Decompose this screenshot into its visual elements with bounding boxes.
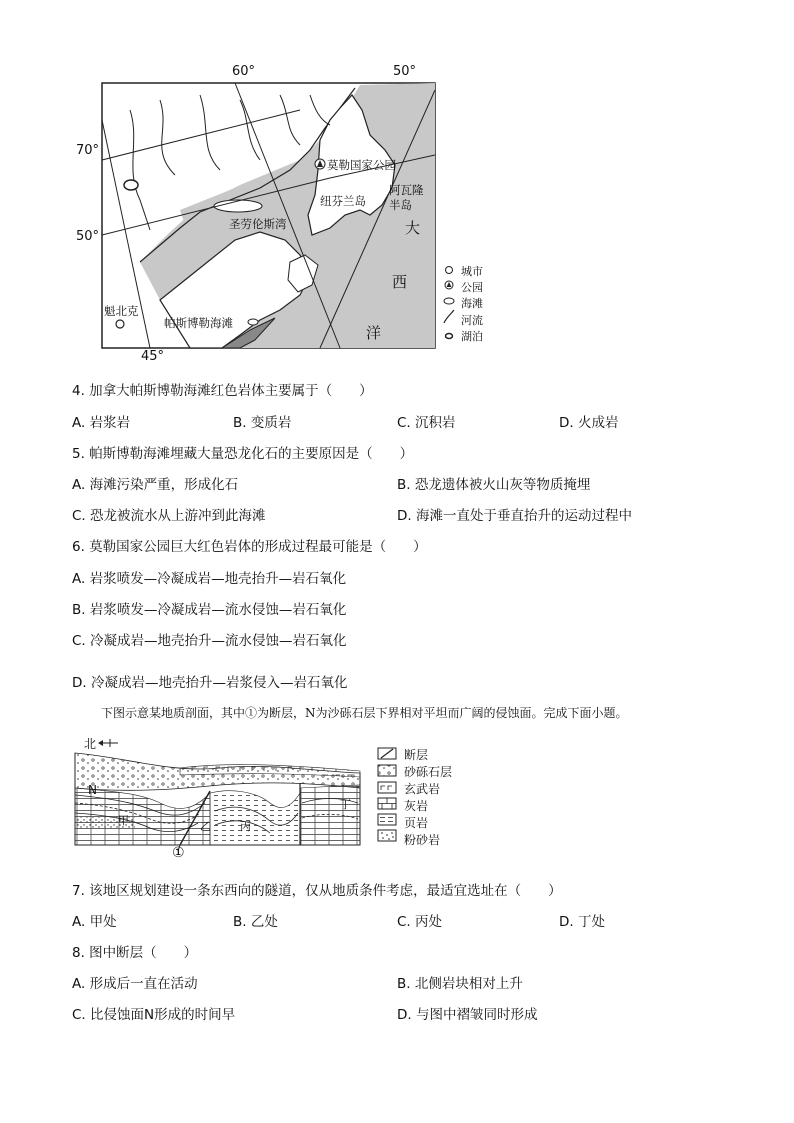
quebec-label: 魁北克 <box>104 304 139 318</box>
q7-option-d[interactable]: D. 丁处 <box>559 914 605 930</box>
q6-option-b[interactable]: B. 岩浆喷发—冷凝成岩—流水侵蚀—岩石氧化 <box>72 602 347 618</box>
lat-label-70: 70° <box>76 143 100 158</box>
q7-option-b[interactable]: B. 乙处 <box>233 914 278 930</box>
ocean-label-2: 西 <box>392 273 408 291</box>
intro-text: 下图示意某地质剖面，其中①为断层，N为沙砾石层下界相对平坦而广阔的侵蚀面。完成下面小题。 <box>101 706 628 720</box>
q8-option-c[interactable]: C. 比侵蚀面N形成的时间早 <box>72 1007 236 1023</box>
legend-fault: 断层 <box>404 748 429 762</box>
legend-city: 城市 <box>461 265 483 278</box>
q4-option-c[interactable]: C. 沉积岩 <box>397 415 456 431</box>
legend-river: 河流 <box>461 314 483 327</box>
legend-gravel: 砂砾石层 <box>404 765 453 779</box>
shale-icon <box>378 814 396 825</box>
q4-option-a[interactable]: A. 岩浆岩 <box>72 415 131 431</box>
q8-option-a[interactable]: A. 形成后一直在活动 <box>72 976 198 992</box>
legend-limestone: 灰岩 <box>404 799 429 813</box>
north-label: 北 <box>84 737 97 751</box>
fault-label: ① <box>172 845 185 861</box>
question-6-stem: 6. 莫勒国家公园巨大红色岩体的形成过程最可能是（ ） <box>72 539 427 555</box>
question-8-stem: 8. 图中断层（ ） <box>72 945 198 961</box>
ocean-label-1: 大 <box>405 219 421 237</box>
gravel-icon <box>378 765 396 776</box>
q5-option-d[interactable]: D. 海滩一直处于垂直抬升的运动过程中 <box>397 508 632 524</box>
ocean-label-3: 洋 <box>366 324 382 342</box>
beach-icon <box>444 298 454 304</box>
island-label: 阿瓦隆 半岛 <box>389 183 424 212</box>
legend-lake: 湖泊 <box>461 330 483 343</box>
legend-park: 公园 <box>461 281 483 294</box>
question-5-stem: 5. 帕斯博勒海滩埋藏大量恐龙化石的主要原因是（ ） <box>72 446 414 462</box>
lat-label-50: 50° <box>76 229 100 244</box>
yi-label: 乙 <box>200 820 211 833</box>
city-icon <box>446 267 453 274</box>
q7-option-a[interactable]: A. 甲处 <box>72 914 117 930</box>
lon-label-60: 60° <box>232 64 256 79</box>
q4-option-d[interactable]: D. 火成岩 <box>559 415 619 431</box>
question-7-stem: 7. 该地区规划建设一条东西向的隧道，仅从地质条件考虑，最适宜选址在（ ） <box>72 883 562 899</box>
newfoundland-label: 纽芬兰岛 <box>320 194 366 208</box>
geologic-section <box>70 733 370 858</box>
q6-option-d[interactable]: D. 冷凝成岩—地壳抬升—岩浆侵入—岩石氧化 <box>72 675 348 691</box>
q8-option-b[interactable]: B. 北侧岩块相对上升 <box>397 976 523 992</box>
bing-label: 丙 <box>240 820 251 833</box>
surface-n-label: N <box>88 783 97 797</box>
q7-option-c[interactable]: C. 丙处 <box>397 914 443 930</box>
q4-option-b[interactable]: B. 变质岩 <box>233 415 292 431</box>
river-icon <box>444 310 454 323</box>
gulf-label: 圣劳伦斯湾 <box>229 217 287 231</box>
legend-shale: 页岩 <box>404 816 429 830</box>
ding-label: 丁 <box>340 798 351 811</box>
jia-label: 甲 <box>118 814 129 827</box>
legend-siltstone: 粉砂岩 <box>404 833 441 847</box>
bottom-lon-label-45: 45° <box>141 349 165 364</box>
q5-option-b[interactable]: B. 恐龙遗体被火山灰等物质掩埋 <box>397 477 591 493</box>
legend-basalt: 玄武岩 <box>404 782 441 796</box>
lake-icon <box>446 334 453 339</box>
q8-option-d[interactable]: D. 与图中褶皱同时形成 <box>397 1007 538 1023</box>
map-legend-icons <box>440 263 460 343</box>
legend-beach: 海滩 <box>461 297 483 310</box>
beach-label: 帕斯博勒海滩 <box>164 316 233 330</box>
q6-option-c[interactable]: C. 冷凝成岩—地壳抬升—流水侵蚀—岩石氧化 <box>72 633 347 649</box>
park-label: 莫勒国家公园 <box>327 158 396 172</box>
question-4-stem: 4. 加拿大帕斯博勒海滩红色岩体主要属于（ ） <box>72 383 373 399</box>
section-legend-icons <box>376 746 400 846</box>
q5-option-a[interactable]: A. 海滩污染严重，形成化石 <box>72 477 239 493</box>
lon-label-50: 50° <box>393 64 417 79</box>
q6-option-a[interactable]: A. 岩浆喷发—冷凝成岩—地壳抬升—岩石氧化 <box>72 571 347 587</box>
q5-option-c[interactable]: C. 恐龙被流水从上游冲到此海滩 <box>72 508 266 524</box>
